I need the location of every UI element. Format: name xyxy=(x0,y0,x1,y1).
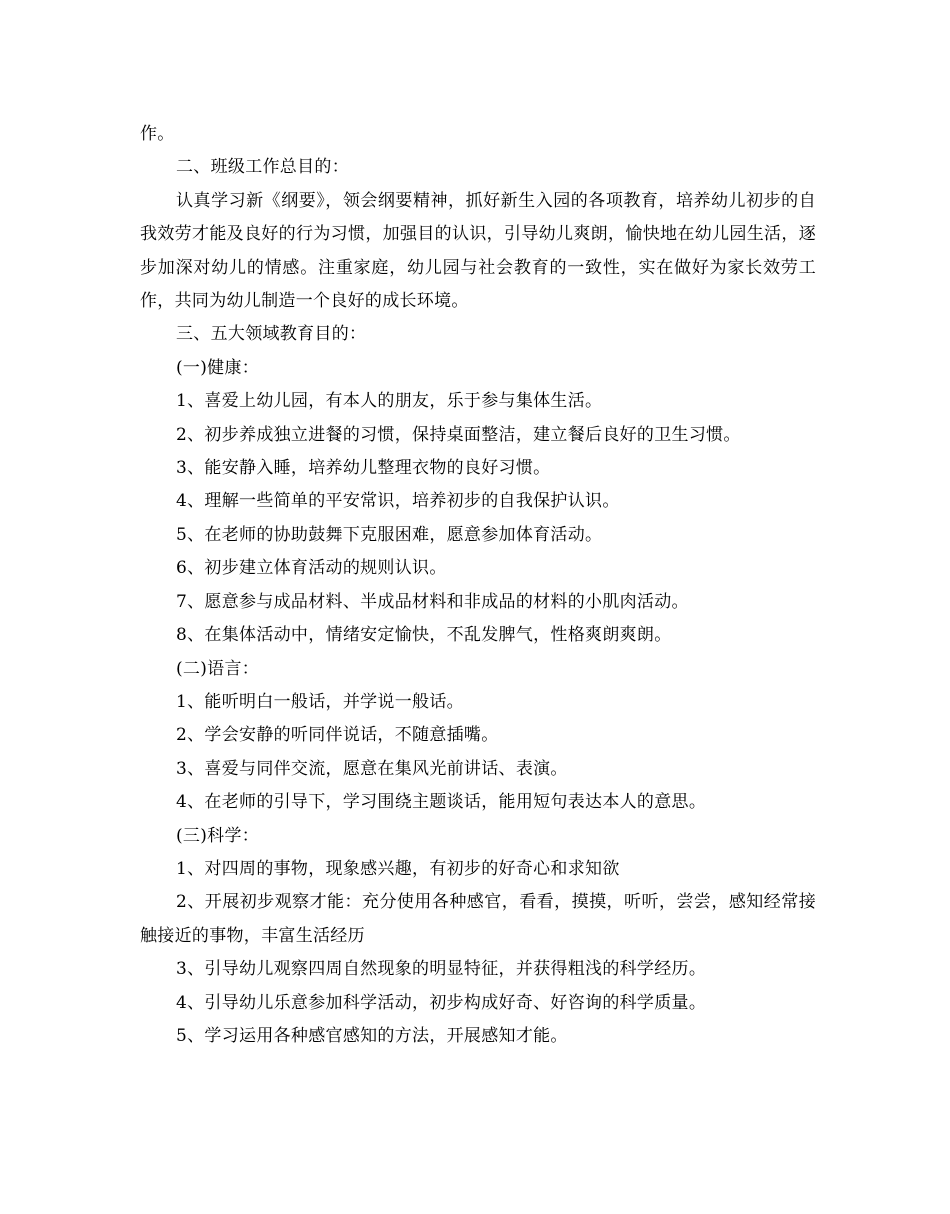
list-item: 2、开展初步观察才能：充分使用各种感官，看看，摸摸，听听，尝尝，感知经常接触接近的事物，丰富生活经历 xyxy=(140,892,816,946)
list-item: 3、能安静入睡，培养幼儿整理衣物的良好习惯。 xyxy=(176,458,551,479)
paragraph-class-goals: 认真学习新《纲要》，领会纲要精神，抓好新生入园的各项教育，培养幼儿初步的自我效劳才能及良好的行为习惯，加强目的认识，引导幼儿爽朗，愉快地在幼儿园生活，逐步加深对幼儿的情感。注重家庭，幼儿园与社会教育的一致性，实在做好为家长效劳工作，共同为幼儿制造一个良好的成长环境。 xyxy=(140,190,816,312)
list-item: 5、学习运用各种感官感知的方法，开展感知才能。 xyxy=(176,1025,568,1046)
subheading-health: (一)健康： xyxy=(176,357,260,378)
section-heading-five-domains: 三、五大领域教育目的： xyxy=(176,324,367,345)
list-item: 8、在集体活动中，情绪安定愉快，不乱发脾气，性格爽朗爽朗。 xyxy=(176,625,672,646)
paragraph-continuation: 作。 xyxy=(140,124,175,144)
subheading-science: (三)科学： xyxy=(176,825,260,846)
list-item: 2、学会安静的听同伴说话，不随意插嘴。 xyxy=(176,725,499,746)
list-item: 5、在老师的协助鼓舞下克服困难，愿意参加体育活动。 xyxy=(176,524,603,545)
list-item: 3、喜爱与同伴交流，愿意在集风光前讲话、表演。 xyxy=(176,758,568,779)
list-item: 7、愿意参与成品材料、半成品材料和非成品的材料的小肌肉活动。 xyxy=(176,591,689,612)
list-item: 4、引导幼儿乐意参加科学活动，初步构成好奇、好咨询的科学质量。 xyxy=(176,992,707,1013)
document-body xyxy=(140,118,816,1053)
list-item: 1、能听明白一般话，并学说一般话。 xyxy=(176,691,464,712)
list-item: 4、理解一些简单的平安常识，培养初步的自我保护认识。 xyxy=(176,491,620,512)
section-heading-class-goals: 二、班级工作总目的： xyxy=(176,157,349,178)
list-item: 3、引导幼儿观察四周自然现象的明显特征，并获得粗浅的科学经历。 xyxy=(176,959,707,980)
list-item: 2、初步养成独立进餐的习惯，保持桌面整洁，建立餐后良好的卫生习惯。 xyxy=(176,424,741,445)
list-item: 4、在老师的引导下，学习围绕主题谈话，能用短句表达本人的意思。 xyxy=(176,792,707,813)
list-item: 1、对四周的事物，现象感兴趣，有初步的好奇心和求知欲 xyxy=(176,858,620,879)
list-item: 6、初步建立体育活动的规则认识。 xyxy=(176,558,447,579)
list-item: 1、喜爱上幼儿园，有本人的朋友，乐于参与集体生活。 xyxy=(176,391,603,412)
subheading-language: (二)语言： xyxy=(176,658,260,679)
